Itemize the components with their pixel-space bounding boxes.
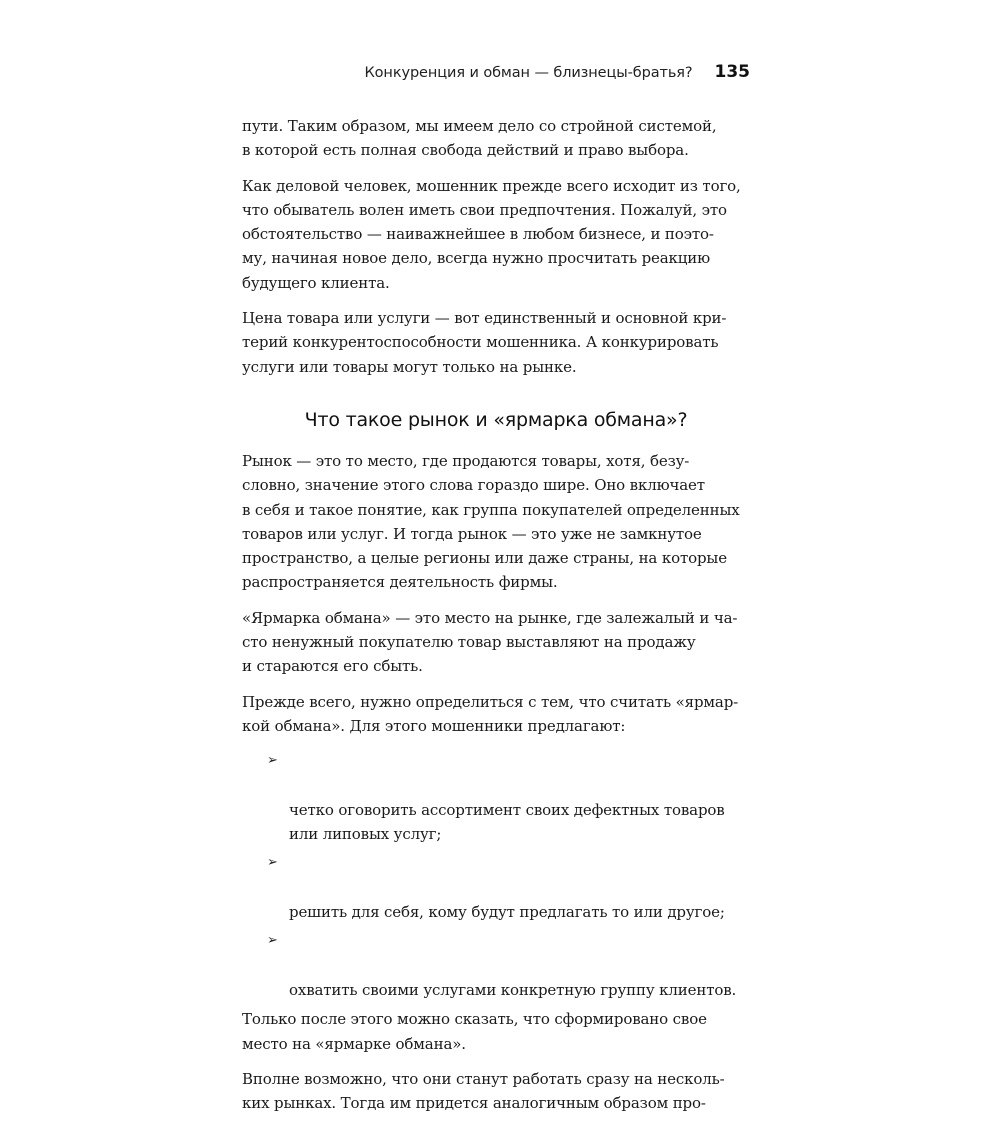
list-item xyxy=(267,929,750,1002)
arrowhead-bullet-icon: ➢ xyxy=(267,933,278,949)
arrowhead-bullet-icon: ➢ xyxy=(267,753,278,769)
list-item xyxy=(267,749,750,846)
paragraph: Цена товара или услуги — вот единственный и основной кри- терий конкурентоспособности мошенника. А конкурировать услуги или товары могут только на рынке. xyxy=(242,309,727,376)
paragraph: Только после этого можно сказать, что сформировано свое место на «ярмарке обмана». xyxy=(242,1010,707,1053)
section-heading: Что такое рынок и «ярмарка обмана»? xyxy=(304,408,688,431)
paragraph: Вполне возможно, что они станут работать сразу на несколь- ких рынках. Тогда им придется аналогичным образом про- xyxy=(242,1069,725,1113)
paragraph: пути. Таким образом, мы имеем дело со стройной системой, в которой есть полная свобода действий и право выбора. xyxy=(242,117,717,160)
list-item-text: решить для себя, кому будут предлагать то или другое; xyxy=(289,903,725,922)
list-item-text: охватить своими услугами конкретную группу клиентов. xyxy=(289,980,737,999)
paragraph: Как деловой человек, мошенник прежде всего исходит из того, что обыватель волен иметь свои предпочтения. Пожалуй, это обстоятельство — наиважнейшее в любом бизнесе, и поэто- му, начиная новое дело, всегда нужно просчитать реакцию будущего клиента. xyxy=(242,176,741,292)
list-item-text: четко оговорить ассортимент своих дефектных товаров или липовых услуг; xyxy=(289,800,725,844)
bullet-list xyxy=(242,749,750,1002)
paragraph: «Ярмарка обмана» — это место на рынке, где залежалый и ча- сто ненужный покупателю товар выставляют на продажу и стараются его сбыть. xyxy=(242,608,738,676)
running-title: Конкуренция и обман — близнецы-братья? xyxy=(364,65,693,81)
arrowhead-bullet-icon: ➢ xyxy=(267,855,278,871)
paragraph: Рынок — это то место, где продаются товары, хотя, безу- словно, значение этого слова гораздо шире. Оно включает в себя и такое понятие, как группа покупателей определенных товаров или услуг. И тогда рынок — это уже не замкнутое пространство, а целые регионы или даже страны, на которые распространяется деятельность фирмы. xyxy=(242,451,740,592)
book-page xyxy=(242,62,750,1126)
running-header xyxy=(242,62,750,92)
page-number: 135 xyxy=(714,62,750,82)
list-item xyxy=(267,851,750,924)
paragraph: Прежде всего, нужно определиться с тем, что считать «ярмар- кой обмана». Для этого мошенники предлагают: xyxy=(242,692,739,735)
